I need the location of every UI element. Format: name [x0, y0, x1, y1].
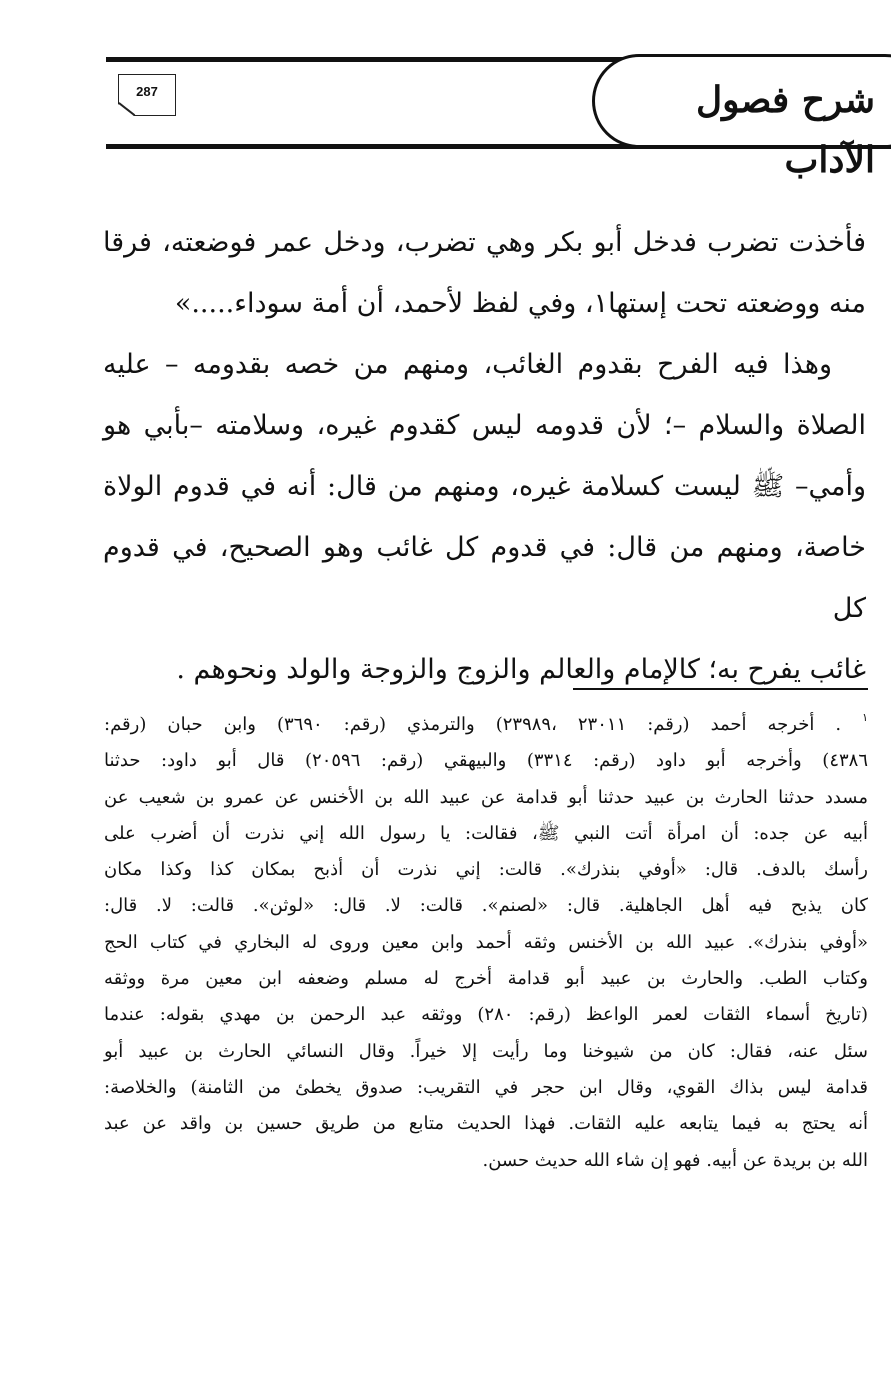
footnote-line-13: الله بن بريدة عن أبيه. فهو إن شاء الله حديث حسن.: [482, 1149, 868, 1171]
footnote-line-3: مسدد حدثنا الحارث بن عبيد حدثنا أبو قدامة عن عبيد الله بن الأخنس عن عمرو بن شعيب عن: [104, 786, 868, 808]
main-line-3: وهذا فيه الفرح بقدوم الغائب، ومنهم من خصه بقدومه – عليه: [103, 349, 832, 380]
main-line-6: خاصة، ومنهم من قال: في قدوم كل غائب وهو الصحيح، في قدوم كل: [103, 532, 866, 624]
main-text: [103, 212, 866, 700]
footnote-line-6: كان يذبح فيه أهل الجاهلية. قال: «لصنم». قالت: لا. قال: «لوثن». قالت: لا. قال:: [104, 895, 868, 917]
footnotes: [104, 700, 868, 1179]
footnote-line-8: وكتاب الطب. والحارث بن عبيد أبو قدامة أخرج له مسلم وضعفه ابن معين مرة ووثقه: [104, 968, 868, 990]
footnote-line-9: (تاريخ أسماء الثقات لعمر الواعظ (رقم: ٢٨٠) ووثقه عبد الرحمن بن مهدي بقوله: عندما: [104, 1004, 869, 1026]
footnote-line-5: رأسك بالدف. قال: «أوفي بنذرك». قالت: إني نذرت أن أذبح بمكان كذا وكذا مكان: [104, 859, 868, 881]
page-number: 287: [136, 84, 158, 99]
footnote-line-7: «أوفي بنذرك». عبيد الله بن الأخنس وثقه أحمد وابن معين وروى له البخاري في كتاب الحج: [104, 931, 868, 953]
footnote-line-10: سئل عنه، فقال: كان من شيوخنا وما رأيت إلا خيراً. وقال النسائي الحارث بن عبيد أبو: [104, 1040, 868, 1062]
running-title: شرح فصول الآداب: [696, 79, 875, 181]
main-line-5: وأمي– ﷺ ليست كسلامة غيره، ومنهم من قال: أنه في قدوم الولاة: [103, 471, 866, 502]
main-line-1: فأخذت تضرب فدخل أبو بكر وهي تضرب، ودخل عمر فوضعته، فرقا: [103, 227, 866, 258]
footnote-line-4: أبيه عن جده: أن امرأة أتت النبي ﷺ، فقالت: يا رسول الله إني نذرت أن أضرب على: [104, 822, 868, 844]
main-line-4: الصلاة والسلام –؛ لأن قدومه ليس كقدوم غيره، وسلامته –بأبي هو: [103, 410, 866, 441]
footnote-line-12: أنه يحتج به فيما يتابعه عليه الثقات. فهذا الحديث متابع من طريق حسين بن واقد عن عبد: [104, 1113, 868, 1135]
footnote-line-2: ٤٣٨٦) وأخرجه أبو داود (رقم: ٣٣١٤) والبيهقي (رقم: ٢٠٥٩٦) قال أبو داود: حدثنا: [104, 750, 868, 772]
footnote-line-11: قدامة ليس بذاك القوي، وقال ابن حجر في التقريب: صدوق يخطئ من الثامنة) والخلاصة:: [104, 1076, 868, 1098]
main-line-2: منه ووضعته تحت إستها١، وفي لفظ لأحمد، أن أمة سوداء.....»: [174, 288, 866, 319]
footnote-line-1: [104, 700, 868, 743]
footnote-separator: [573, 688, 868, 690]
main-line-7: غائب يفرح به؛ كالإمام والعالم والزوج والزوجة والولد ونحوهم .: [176, 654, 866, 685]
page-number-box: [118, 74, 176, 116]
footnote-line-1-text: . أخرجه أحمد (رقم: ٢٣٠١١ ،٢٣٩٨٩) والترمذي (رقم: ٣٦٩٠) وابن حبان (رقم:: [104, 714, 842, 735]
footnote-marker: ١: [862, 711, 868, 724]
